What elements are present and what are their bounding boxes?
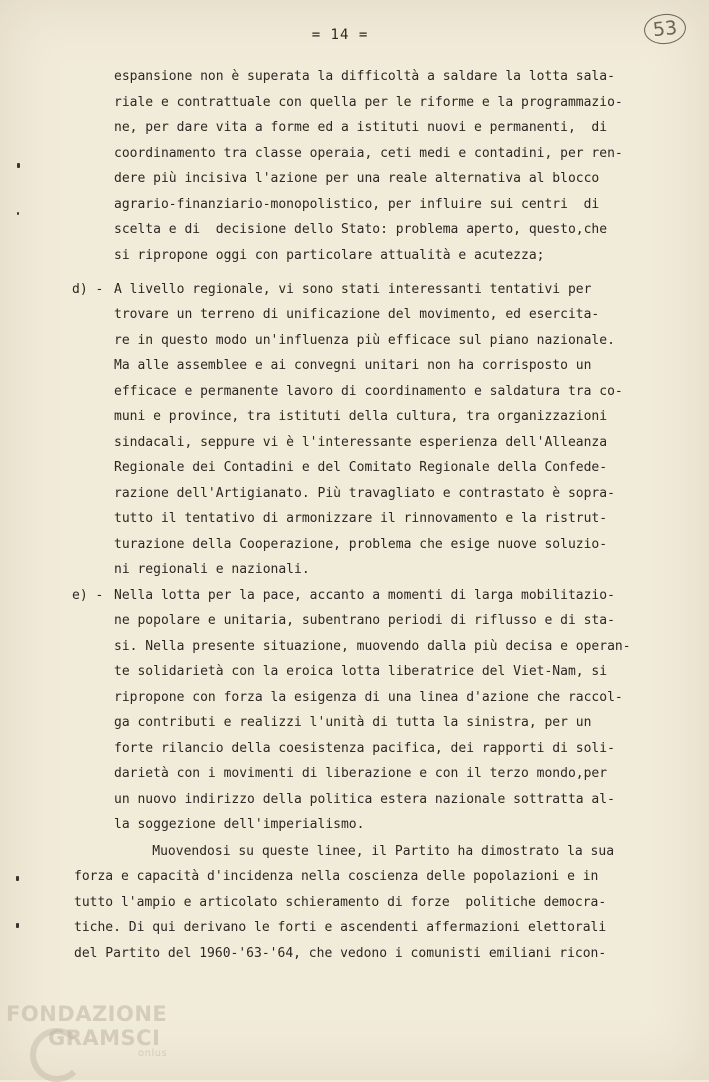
- text-line: agrario-finanziario-monopolistico, per influire sui centri di: [114, 197, 600, 212]
- text-line: muni e province, tra istituti della cultura, tra organizzazioni: [114, 409, 608, 424]
- text-line: Nella lotta per la pace, accanto a momenti di larga mobilitazio-: [114, 588, 615, 603]
- text-line: sindacali, seppure vi è l'interessante esperienza dell'Alleanza: [114, 435, 608, 450]
- list-marker-d: d) -: [72, 282, 104, 297]
- text-line: riale e contrattuale con quella per le riforme e la programmazio-: [114, 95, 623, 110]
- text-line: efficace e permanente lavoro di coordinamento e saldatura tra co-: [114, 384, 623, 399]
- text-line: razione dell'Artigianato. Più travagliato e contrastato è sopra-: [114, 486, 615, 501]
- watermark-line1: FONDAZIONE: [6, 1002, 168, 1026]
- text-line: Regionale dei Contadini e del Comitato Regionale della Confede-: [114, 460, 608, 475]
- text-line: Muovendosi su queste linee, il Partito ha dimostrato la sua: [74, 844, 615, 859]
- margin-mark: [16, 923, 19, 928]
- text-line: te solidarietà con la eroica lotta liberatrice del Viet-Nam, si: [114, 664, 608, 679]
- list-marker-e: e) -: [72, 588, 104, 603]
- margin-mark: [16, 876, 19, 881]
- watermark: [6, 1002, 168, 1059]
- text-line: la soggezione dell'imperialismo.: [114, 817, 365, 832]
- text-line: A livello regionale, vi sono stati interessanti tentativi per: [114, 282, 592, 297]
- margin-mark: [17, 163, 20, 168]
- text-line: re in questo modo un'influenza più efficace sul piano nazionale.: [114, 333, 615, 348]
- text-line: si. Nella presente situazione, muovendo dalla più decisa e operan-: [114, 639, 631, 654]
- text-line: ne popolare e unitaria, subentrano periodi di riflusso e di sta-: [114, 613, 615, 628]
- text-line: si ripropone oggi con particolare attualità e acutezza;: [114, 248, 545, 263]
- text-line: tutto il tentativo di armonizzare il rinnovamento e la ristrut-: [114, 511, 608, 526]
- text-line: un nuovo indirizzo della politica estera nazionale sottratta al-: [114, 792, 615, 807]
- page-number: = 14 =: [311, 27, 369, 43]
- text-line: dere più incisiva l'azione per una reale alternativa al blocco: [114, 171, 600, 186]
- text-line: forza e capacità d'incidenza nella coscienza delle popolazioni e in: [74, 869, 599, 884]
- text-line: tiche. Di qui derivano le forti e ascendenti affermazioni elettorali: [74, 920, 607, 935]
- text-line: forte rilancio della coesistenza pacifica, dei rapporti di soli-: [114, 741, 615, 756]
- text-line: del Partito del 1960-'63-'64, che vedono i comunisti emiliani ricon-: [74, 946, 607, 961]
- text-line: Ma alle assemblee e ai convegni unitari non ha corrisposto un: [114, 358, 592, 373]
- text-line: espansione non è superata la difficoltà a saldare la lotta sala-: [114, 69, 615, 84]
- watermark-line2: GRAMSCI: [48, 1026, 161, 1050]
- text-line: darietà con i movimenti di liberazione e con il terzo mondo,per: [114, 766, 608, 781]
- text-line: trovare un terreno di unificazione del movimento, ed esercita-: [114, 307, 600, 322]
- text-line: ni regionali e nazionali.: [114, 562, 310, 577]
- archive-stamp-number: 53: [643, 12, 688, 46]
- text-line: tutto l'ampio e articolato schieramento di forze politiche democra-: [74, 895, 607, 910]
- text-line: turazione della Cooperazione, problema che esige nuove soluzio-: [114, 537, 608, 552]
- text-line: ripropone con forza la esigenza di una linea d'azione che raccol-: [114, 690, 623, 705]
- text-line: coordinamento tra classe operaia, ceti medi e contadini, per ren-: [114, 146, 623, 161]
- text-line: ga contributi e realizzi l'unità di tutta la sinistra, per un: [114, 715, 592, 730]
- watermark-line3: onlus: [138, 1048, 168, 1059]
- margin-mark: [17, 212, 19, 215]
- text-line: scelta e di decisione dello Stato: problema aperto, questo,che: [114, 222, 608, 237]
- text-line: ne, per dare vita a forme ed a istituti nuovi e permanenti, di: [114, 120, 608, 135]
